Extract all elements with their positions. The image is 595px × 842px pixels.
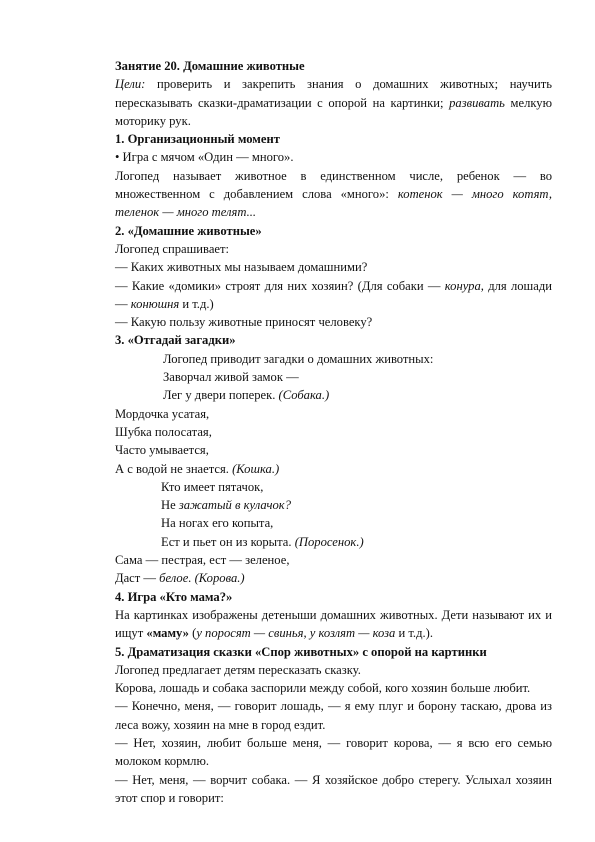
section-5-line-5: — Нет, меня, — ворчит собака. — Я хозяйское добро стерегу. Услыхал хозяин этот спор и говорит: — [115, 772, 552, 805]
riddle-4-answer: белое. (Корова.) — [159, 571, 245, 586]
riddle-1-line-1: Заворчал живой замок — — [163, 370, 299, 385]
riddle-4-line-1: Сама — пестрая, ест — зеленое, — [115, 553, 290, 568]
goals-label: Цели: — [115, 77, 146, 92]
riddle-4-line-2 — [115, 569, 552, 587]
section-2-line-3-italic-2: конюшня — [130, 296, 180, 311]
riddle-1-answer: (Собака.) — [278, 388, 330, 403]
section-4-paragraph — [115, 606, 552, 643]
riddle-block-3 — [115, 478, 552, 551]
riddle-2-line-1: Мордочка усатая, — [115, 406, 210, 421]
section-2-line-3b: для лошади — — [115, 278, 552, 311]
section-1-example: котенок — много котят, теленок — много телят... — [115, 187, 552, 220]
riddle-3-line-2-italic: зажатый в кулачок? — [178, 498, 291, 513]
section-5-heading: 5. Драматизация сказки «Спор животных» с опорой на картинки — [115, 644, 487, 659]
section-3-heading: 3. «Отгадай загадки» — [115, 333, 236, 348]
section-2-line-3c: и т.д.) — [179, 296, 214, 311]
section-2-heading: 2. «Домашние животные» — [115, 223, 262, 238]
riddle-3-line-2 — [161, 496, 552, 514]
section-1-paragraph — [115, 167, 552, 222]
riddle-2-line-3: Часто умывается, — [115, 443, 209, 458]
section-5-line-1: Логопед предлагает детям пересказать сказку. — [115, 662, 361, 677]
section-4-text-c: ( — [188, 626, 197, 641]
riddle-3-line-4-text: Ест и пьет он из корыта. — [161, 534, 295, 549]
section-2-line-2: — Каких животных мы называем домашними? — [115, 260, 368, 275]
goals-text-end: мелкую моторику рук. — [115, 95, 552, 128]
section-4-italic: у поросят — свинья, у козлят — коза — [196, 626, 396, 641]
section-5-line-4: — Нет, хозяин, любит больше меня, — говорит корова, — я всю его семью молоком кормлю. — [115, 735, 552, 769]
riddle-2-line-4-text: А с водой не знается. — [115, 461, 233, 476]
riddle-1-line-2-text: Лег у двери поперек. — [163, 388, 279, 403]
riddle-3-line-2-text: Не — [161, 498, 179, 513]
goals-text: проверить и закрепить знания о домашних животных; научить пересказывать сказки-драматизации с опорой на картинки; — [115, 77, 552, 110]
section-2-line-3 — [115, 277, 552, 314]
riddle-4-line-2-text: Даст — — [115, 571, 160, 586]
section-1-heading: 1. Организационный момент — [115, 132, 280, 147]
riddle-3-line-3: На ногах его копыта, — [161, 516, 274, 531]
riddle-3-answer: (Поросенок.) — [294, 534, 364, 549]
riddle-2-line-4 — [115, 460, 552, 478]
riddle-1-line-2 — [163, 386, 552, 404]
riddle-block-1 — [115, 350, 552, 405]
goals-paragraph — [115, 75, 552, 130]
section-4-mama: «маму» — [146, 626, 189, 641]
section-4-text-d: и т.д.). — [395, 626, 433, 641]
section-2-line-3a: — Какие «домики» строят для них хозяин? (Для собаки — — [115, 278, 445, 293]
section-5-line-3: — Конечно, меня, — говорит лошадь, — я ему плуг и борону таскаю, дрова из леса вожу, хозяин на мне в город ездит. — [115, 699, 552, 732]
section-5-line-2: Корова, лошадь и собака заспорили между собой, кого хозяин больше любит. — [115, 681, 531, 696]
riddle-2-line-2: Шубка полосатая, — [115, 424, 212, 439]
riddle-3-line-1: Кто имеет пятачок, — [161, 479, 264, 494]
section-2-line-1: Логопед спрашивает: — [115, 241, 230, 256]
section-1-game: • Игра с мячом «Один — много». — [115, 150, 294, 165]
lesson-title: Занятие 20. Домашние животные — [115, 59, 305, 73]
section-4-text-a: На картинках изображены детеныши домашних животных. Дети называют их и ищут — [115, 607, 552, 641]
section-1-text: Логопед называет животное в единственном числе, ребенок — во множественном с добавлением слова «много»: — [115, 168, 552, 202]
document-page — [115, 57, 552, 807]
section-4-heading: 4. Игра «Кто мама?» — [115, 589, 233, 604]
riddle-intro: Логопед приводит загадки о домашних животных: — [163, 351, 434, 366]
section-2-line-3-italic-1: конура, — [444, 278, 484, 293]
section-2-line-4: — Какую пользу животные приносят человеку? — [115, 315, 373, 330]
riddle-3-line-4 — [161, 533, 552, 551]
goals-italic: развивать — [449, 95, 505, 110]
riddle-2-answer: (Кошка.) — [232, 461, 280, 476]
